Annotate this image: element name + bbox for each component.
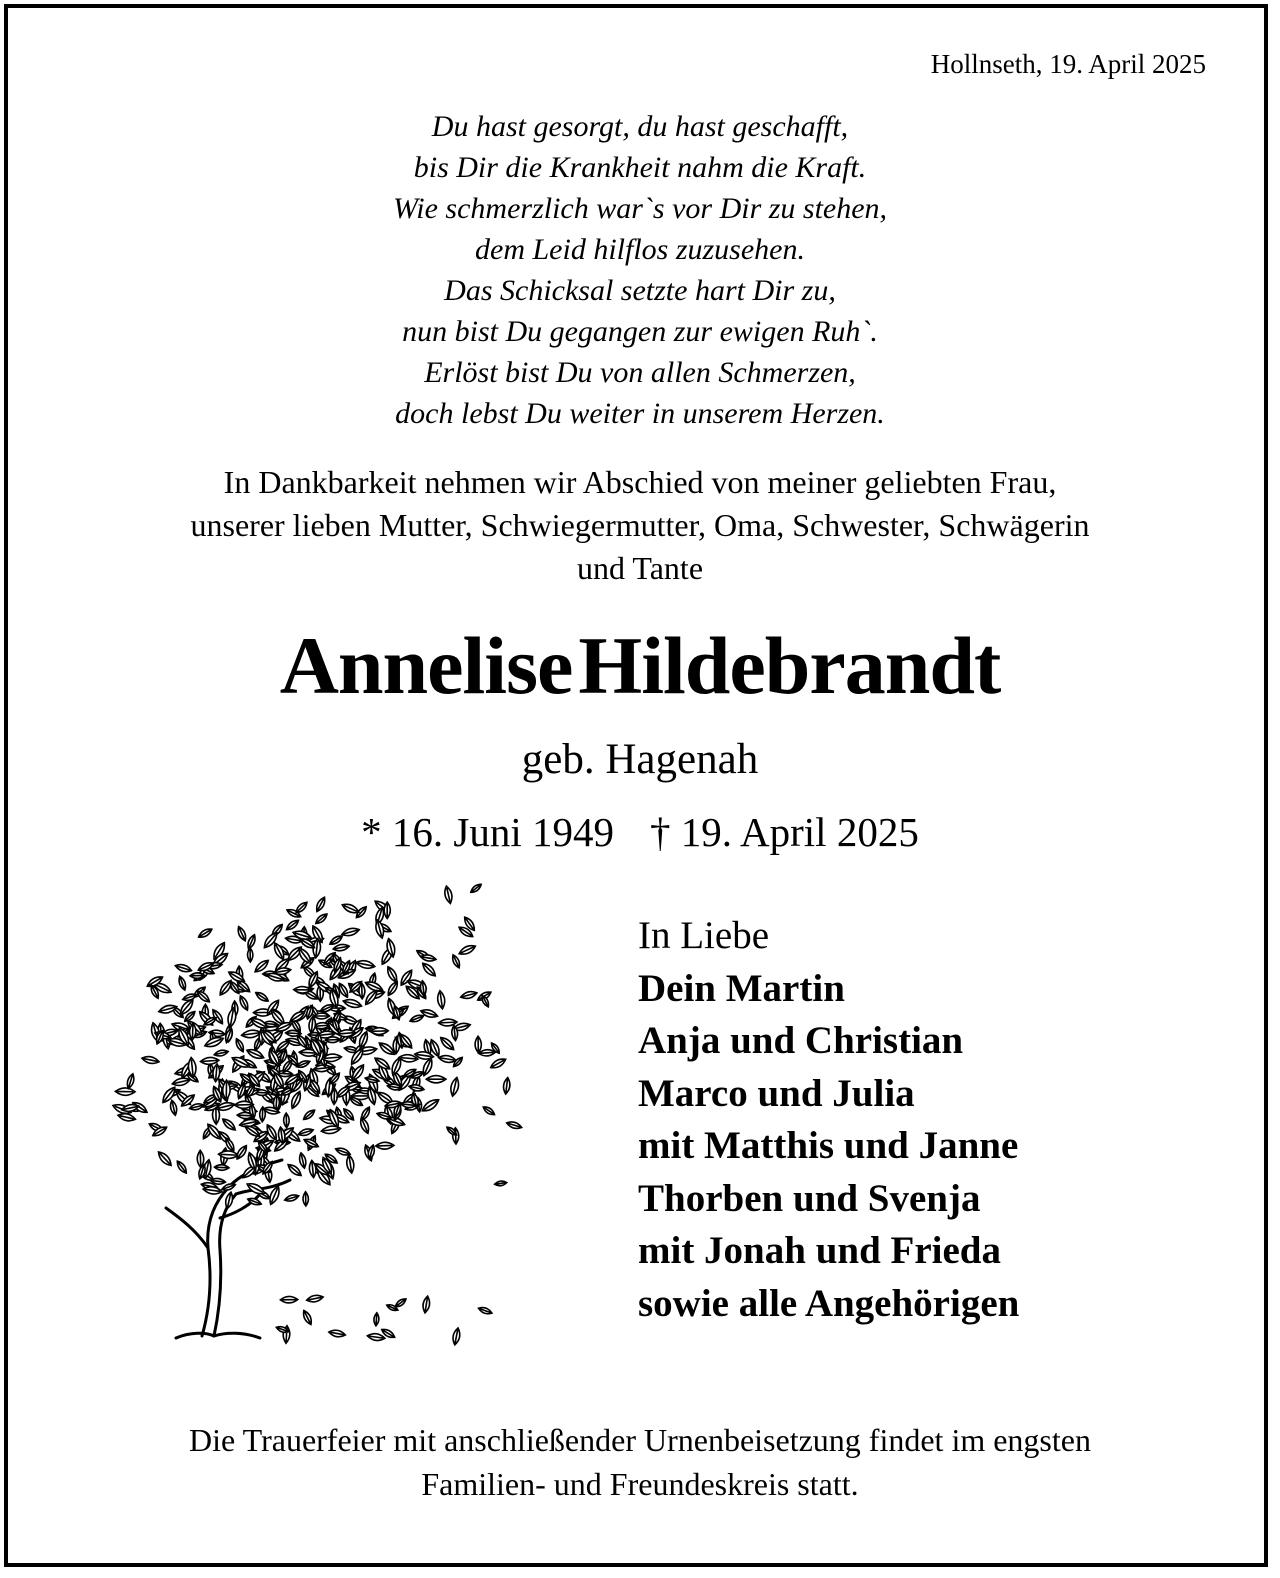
intro-text <box>0 461 1280 590</box>
mourner-name: Thorben und Svenja <box>638 1176 981 1220</box>
notice-line: Familien- und Freundeskreis statt. <box>421 1466 859 1502</box>
mourner-name: sowie alle Angehörigen <box>638 1281 1020 1325</box>
mourner-name: Dein Martin <box>638 966 845 1010</box>
maiden-name: geb. Hagenah <box>521 736 759 783</box>
intro-line: unserer lieben Mutter, Schwiegermutter, Oma, Schwester, Schwägerin <box>190 507 1090 543</box>
poem-line: Du hast gesorgt, du hast geschafft, <box>431 110 849 143</box>
mourner-name: Marco und Julia <box>638 1071 915 1115</box>
intro-line: In Dankbarkeit nehmen wir Abschied von meiner geliebten Frau, <box>223 464 1057 500</box>
mourner-name: mit Jonah und Frieda <box>638 1229 1001 1272</box>
notice-line: Die Trauerfeier mit anschließender Urnenbeisetzung findet im engsten <box>189 1422 1091 1458</box>
poem-line: nun bist Du gegangen zur ewigen Ruh`. <box>402 315 878 348</box>
birth-date: * 16. Juni 1949 <box>361 809 615 855</box>
poem <box>0 106 1280 434</box>
poem-line: Erlöst bist Du von allen Schmerzen, <box>424 356 856 389</box>
poem-line: bis Dir die Krankheit nahm die Kraft. <box>413 151 867 184</box>
poem-line: doch lebst Du weiter in unserem Herzen. <box>395 397 885 430</box>
poem-line: Wie schmerzlich war`s vor Dir zu stehen, <box>392 192 888 225</box>
mourner-name: mit Matthis und Janne <box>638 1124 1019 1167</box>
death-date: † 19. April 2025 <box>650 809 919 855</box>
funeral-notice <box>0 1418 1280 1506</box>
life-dates <box>0 806 1280 858</box>
mourners <box>638 910 1019 1330</box>
poem-line: Das Schicksal setzte hart Dir zu, <box>444 274 836 307</box>
last-name: Hildebrandt <box>578 620 1001 711</box>
first-name: Annelise <box>279 620 573 711</box>
poem-line: dem Leid hilflos zuzusehen. <box>475 233 805 266</box>
deceased-name <box>0 618 1280 714</box>
place-date: Hollnseth, 19. April 2025 <box>930 49 1206 79</box>
mourner-name: Anja und Christian <box>638 1019 964 1062</box>
windblown-tree-icon <box>110 858 540 1358</box>
intro-line: und Tante <box>576 550 704 586</box>
mourners-lead: In Liebe <box>638 914 770 957</box>
